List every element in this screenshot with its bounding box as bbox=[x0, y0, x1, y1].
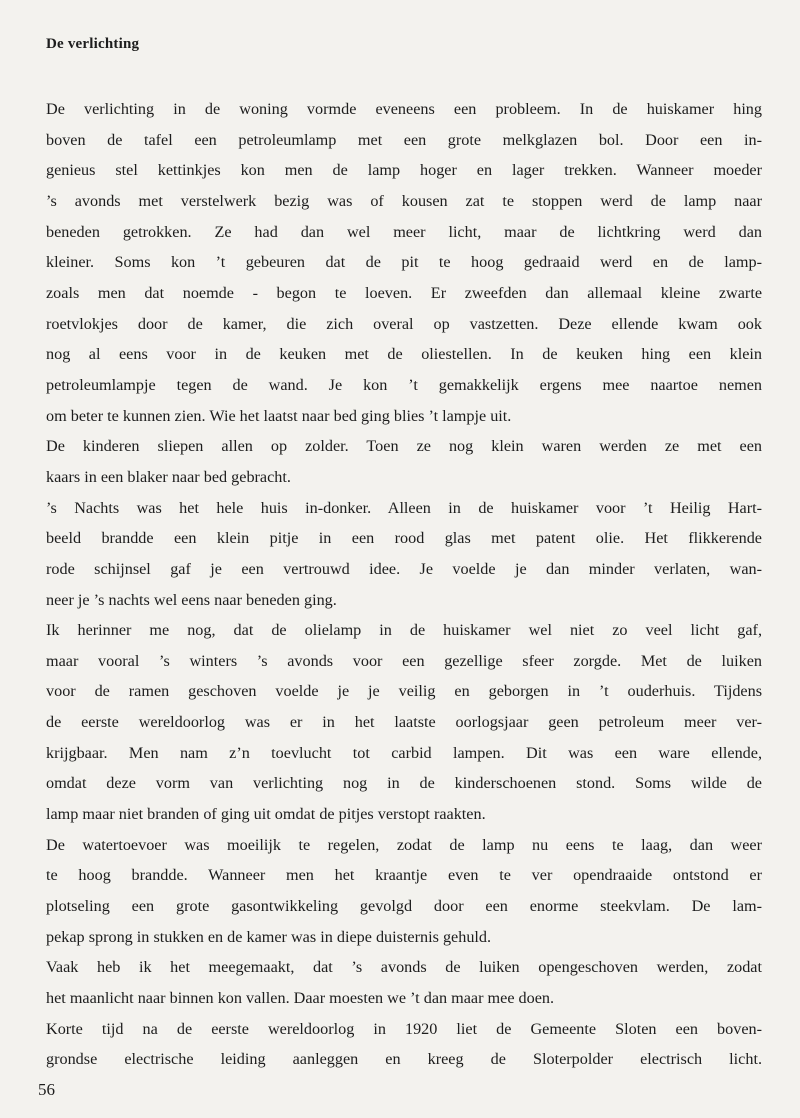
paragraph bbox=[46, 431, 762, 492]
text-line: rode schijnsel gaf je een vertrouwd idee. Je voelde je dan minder verlaten, wan- bbox=[46, 559, 762, 578]
text-line: krijgbaar. Men nam z’n toevlucht tot carbid lampen. Dit was een ware ellende, bbox=[46, 743, 762, 762]
paragraph bbox=[46, 830, 762, 953]
text-line: kleiner. Soms kon ’t gebeuren dat de pit te hoog gedraaid werd en de lamp- bbox=[46, 253, 762, 272]
page-number: 56 bbox=[38, 1080, 55, 1099]
text-line: lamp maar niet branden of ging uit omdat de pitjes verstopt raakten. bbox=[46, 805, 486, 824]
text-line: ’s Nachts was het hele huis in-donker. Alleen in de huiskamer voor ’t Heilig Hart- bbox=[46, 498, 762, 517]
text-line: pekap sprong in stukken en de kamer was in diepe duisternis gehuld. bbox=[46, 927, 492, 946]
text-line: zoals men dat noemde - begon te loeven. Er zweefden dan allemaal kleine zwarte bbox=[46, 283, 762, 302]
text-line: plotseling een grote gasontwikkeling gevolgd door een enorme steekvlam. De lam- bbox=[46, 897, 762, 916]
text-line: boven de tafel een petroleumlamp met een grote melkglazen bol. Door een in- bbox=[46, 130, 762, 149]
text-line: genieus stel kettinkjes kon men de lamp hoger en lager trekken. Wanneer moeder bbox=[46, 161, 762, 180]
text-line: Ik herinner me nog, dat de olielamp in de huiskamer wel niet zo veel licht gaf, bbox=[46, 621, 762, 640]
text-line: het maanlicht naar binnen kon vallen. Daar moesten we ’t dan maar mee doen. bbox=[46, 989, 555, 1008]
text-line: beeld brandde een klein pitje in een rood glas met patent olie. Het flikkerende bbox=[46, 529, 762, 548]
paragraph bbox=[46, 615, 762, 830]
body-text bbox=[46, 94, 762, 1075]
section-heading: De verlichting bbox=[46, 36, 140, 52]
text-line: voor de ramen geschoven voelde je je veilig en geborgen in ’t ouderhuis. Tijdens bbox=[46, 682, 762, 701]
text-line: ’s avonds met verstelwerk bezig was of kousen zat te stoppen werd de lamp naar bbox=[46, 191, 762, 210]
text-line: Korte tijd na de eerste wereldoorlog in 1920 liet de Gemeente Sloten een boven- bbox=[46, 1019, 762, 1038]
text-line: nog al eens voor in de keuken met de oliestellen. In de keuken hing een klein bbox=[46, 345, 762, 364]
text-line: De kinderen sliepen allen op zolder. Toen ze nog klein waren werden ze met een bbox=[46, 437, 762, 456]
paragraph bbox=[46, 94, 762, 431]
text-line: om beter te kunnen zien. Wie het laatst naar bed ging blies ’t lampje uit. bbox=[46, 406, 512, 425]
text-line: de eerste wereldoorlog was er in het laatste oorlogsjaar geen petroleum meer ver- bbox=[46, 713, 762, 732]
text-line: Vaak heb ik het meegemaakt, dat ’s avonds de luiken opengeschoven werden, zodat bbox=[46, 958, 762, 977]
text-line: De watertoevoer was moeilijk te regelen, zodat de lamp nu eens te laag, dan weer bbox=[46, 835, 762, 854]
text-line: petroleumlampje tegen de wand. Je kon ’t gemakkelijk ergens mee naartoe nemen bbox=[46, 375, 762, 394]
text-line: te hoog brandde. Wanneer men het kraantje even te ver opendraaide ontstond er bbox=[46, 866, 762, 885]
text-line: maar vooral ’s winters ’s avonds voor een gezellige sfeer zorgde. Met de luiken bbox=[46, 651, 762, 670]
text-line: neer je ’s nachts wel eens naar beneden ging. bbox=[46, 590, 337, 609]
paragraph bbox=[46, 1014, 762, 1075]
text-line: De verlichting in de woning vormde eveneens een probleem. In de huiskamer hing bbox=[46, 100, 762, 118]
text-line: beneden getrokken. Ze had dan wel meer licht, maar de lichtkring werd dan bbox=[46, 222, 762, 241]
text-line: omdat deze vorm van verlichting nog in de kinderschoenen stond. Soms wilde de bbox=[46, 774, 762, 793]
text-line: kaars in een blaker naar bed gebracht. bbox=[46, 467, 291, 486]
paragraph bbox=[46, 952, 762, 1013]
text-line: roetvlokjes door de kamer, die zich overal op vastzetten. Deze ellende kwam ook bbox=[46, 314, 762, 333]
paragraph bbox=[46, 493, 762, 616]
text-line: grondse electrische leiding aanleggen en kreeg de Sloterpolder electrisch licht. bbox=[46, 1050, 762, 1069]
